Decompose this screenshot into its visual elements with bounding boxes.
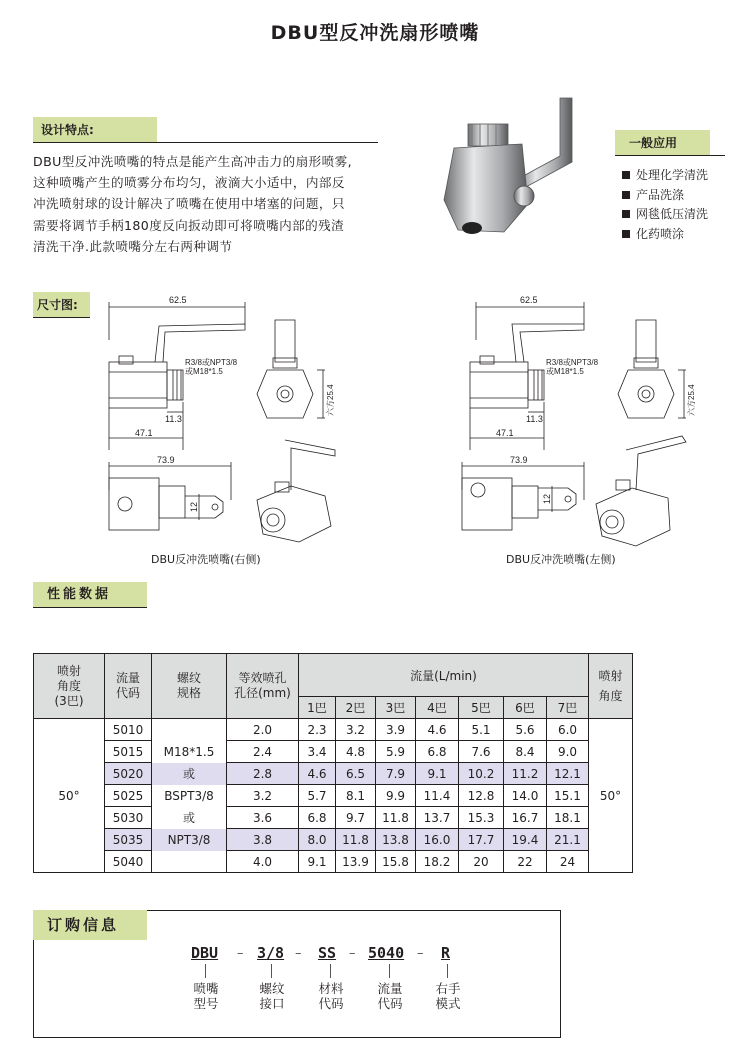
code-cell: 5025 [105,785,152,807]
order-code-thread: 3/8 [257,944,285,962]
code-cell: 5030 [105,807,152,829]
features-line: 需要将调节手柄180度反向扳动即可将喷嘴内部的残渣 [33,217,345,233]
flow-cell: 11.8 [336,829,376,851]
flow-cell: 13.8 [376,829,416,851]
table-row [34,719,633,741]
dim-12: 12 [542,493,552,504]
flow-cell: 24 [547,851,589,873]
header-pressure: 3巴 [376,697,416,719]
header-angle: 喷射 角度 (3巴) [34,654,105,719]
drawing-left [456,290,716,550]
dim-thread2: 或M18*1.5 [546,367,584,376]
order-code-flow: 5040 [368,944,405,962]
applications-divider [615,155,725,156]
orifice-cell: 3.6 [227,807,299,829]
angle-cell-right: 50° [589,719,633,873]
code-cell: 5015 [105,741,152,763]
flow-cell: 21.1 [547,829,589,851]
dim-62: 62.5 [169,295,187,305]
flow-cell: 9.9 [376,785,416,807]
flow-cell: 3.9 [376,719,416,741]
thread-cell: NPT3/8 [152,829,227,851]
order-code-dbu: DBU [191,944,219,962]
drawing-right-caption: DBU反冲洗喷嘴(右侧) [151,553,261,566]
order-connector [205,964,206,978]
flow-cell: 22 [504,851,547,873]
code-cell: 5040 [105,851,152,873]
features-line: 冲洗喷射球的设计解决了喷嘴在使用中堵塞的问题，只 [33,196,345,212]
orifice-cell: 4.0 [227,851,299,873]
flow-cell: 9.0 [547,741,589,763]
orifice-cell: 2.4 [227,741,299,763]
flow-cell: 20 [459,851,504,873]
order-connector [447,964,448,978]
dim-47: 47.1 [135,428,153,438]
header-flow: 流量(L/min) [299,654,589,697]
flow-cell: 11.4 [416,785,459,807]
bullet-square-icon [622,191,630,199]
flow-cell: 18.2 [416,851,459,873]
table-row [34,807,633,829]
flow-cell: 9.7 [336,807,376,829]
flow-cell: 3.4 [299,741,336,763]
drawing-left-caption: DBU反冲洗喷嘴(左侧) [506,553,616,566]
dim-73: 73.9 [510,455,528,465]
flow-cell: 13.9 [336,851,376,873]
thread-cell: 或 [152,807,227,829]
order-separator: – [349,946,356,961]
order-code-material: SS [318,944,337,962]
orifice-cell: 3.2 [227,785,299,807]
dim-11: 11.3 [526,414,543,424]
flow-cell: 8.4 [504,741,547,763]
performance-label: 性能数据 [33,582,147,608]
flow-cell: 12.8 [459,785,504,807]
application-item: 网毯低压清洗 [622,205,708,225]
application-item: 处理化学清洗 [622,166,708,186]
dim-11: 11.3 [165,414,182,424]
order-connector [271,964,272,978]
flow-cell: 13.7 [416,807,459,829]
flow-cell: 9.1 [299,851,336,873]
header-pressure: 2巴 [336,697,376,719]
angle-cell: 50° [34,719,105,873]
features-line: 清洗干净.此款喷嘴分左右两种调节 [33,238,233,254]
application-item: 化药喷涂 [622,225,708,245]
flow-cell: 5.7 [299,785,336,807]
order-info-label: 订购信息 [33,910,147,940]
dim-hex: 六方25.4 [326,384,335,416]
orifice-cell: 2.0 [227,719,299,741]
dim-thread2: 或M18*1.5 [185,367,223,376]
flow-cell: 15.1 [547,785,589,807]
header-thread: 螺纹 规格 [152,654,227,719]
header-pressure: 5巴 [459,697,504,719]
flow-cell: 19.4 [504,829,547,851]
flow-cell: 16.0 [416,829,459,851]
table-row [34,741,633,763]
header-code: 流量 代码 [105,654,152,719]
order-separator: – [417,946,424,961]
code-cell: 5010 [105,719,152,741]
dim-12: 12 [189,501,199,512]
flow-cell: 9.1 [416,763,459,785]
features-divider [33,142,378,143]
dimensions-label: 尺寸图: [33,292,90,318]
table-row [34,851,633,873]
thread-cell: BSPT3/8 [152,785,227,807]
flow-cell: 17.7 [459,829,504,851]
flow-cell: 8.0 [299,829,336,851]
flow-cell: 7.9 [376,763,416,785]
order-separator: – [237,946,244,961]
code-cell: 5035 [105,829,152,851]
flow-cell: 5.9 [376,741,416,763]
dim-thread: R3/8或NPT3/8 [185,358,238,367]
code-cell: 5020 [105,763,152,785]
dimensions-divider [33,317,90,318]
orifice-cell: 3.8 [227,829,299,851]
flow-cell: 8.1 [336,785,376,807]
flow-cell: 6.8 [299,807,336,829]
header-orifice: 等效喷孔 孔径(mm) [227,654,299,719]
header-pressure: 7巴 [547,697,589,719]
order-code-mode: R [441,944,451,962]
bullet-square-icon [622,230,630,238]
thread-cell [152,851,227,873]
drawing-right [95,290,355,550]
bullet-square-icon [622,210,630,218]
features-line: DBU型反冲洗喷嘴的特点是能产生高冲击力的扇形喷雾, [33,154,353,169]
applications-label: 一般应用 [615,130,710,156]
dim-hex: 六方25.4 [687,384,696,416]
flow-cell: 4.6 [416,719,459,741]
features-description [33,151,415,257]
flow-cell: 11.8 [376,807,416,829]
flow-cell: 15.3 [459,807,504,829]
flow-cell: 3.2 [336,719,376,741]
flow-cell: 10.2 [459,763,504,785]
order-desc-flow: 流量 代码 [377,981,403,1011]
order-desc-thread: 螺纹 接口 [259,981,285,1011]
flow-cell: 15.8 [376,851,416,873]
order-desc-mode: 右手 模式 [435,981,461,1011]
flow-cell: 4.8 [336,741,376,763]
header-angle-right: 喷射 角度 [589,654,633,719]
product-photo [432,92,582,242]
features-line: 这种喷嘴产生的喷雾分布均匀，液滴大小适中，内部反 [33,175,345,191]
page-title: DBU型反冲洗扇形喷嘴 [270,22,480,44]
application-item: 产品洗涤 [622,186,708,206]
order-connector [330,964,331,978]
table-row [34,829,633,851]
order-desc-material: 材料 代码 [318,981,344,1011]
dim-thread: R3/8或NPT3/8 [546,358,599,367]
dim-62: 62.5 [520,295,538,305]
performance-divider [33,607,147,608]
table-row [34,785,633,807]
flow-cell: 18.1 [547,807,589,829]
features-label: 设计特点: [33,117,157,143]
orifice-cell: 2.8 [227,763,299,785]
flow-cell: 6.5 [336,763,376,785]
applications-list [622,166,708,244]
flow-cell: 4.6 [299,763,336,785]
thread-cell: M18*1.5 [152,741,227,763]
bullet-square-icon [622,171,630,179]
header-pressure: 4巴 [416,697,459,719]
dim-47: 47.1 [496,428,514,438]
header-pressure: 6巴 [504,697,547,719]
flow-cell: 7.6 [459,741,504,763]
flow-cell: 14.0 [504,785,547,807]
order-separator: – [295,946,302,961]
flow-cell: 2.3 [299,719,336,741]
flow-cell: 5.1 [459,719,504,741]
flow-cell: 6.0 [547,719,589,741]
flow-cell: 6.8 [416,741,459,763]
header-pressure: 1巴 [299,697,336,719]
thread-cell: 或 [152,763,227,785]
table-row [34,763,633,785]
performance-table [33,653,633,873]
order-desc-model: 喷嘴 型号 [193,981,219,1011]
flow-cell: 12.1 [547,763,589,785]
thread-cell [152,719,227,741]
flow-cell: 11.2 [504,763,547,785]
order-connector [389,964,390,978]
flow-cell: 5.6 [504,719,547,741]
dim-73: 73.9 [157,455,175,465]
flow-cell: 16.7 [504,807,547,829]
